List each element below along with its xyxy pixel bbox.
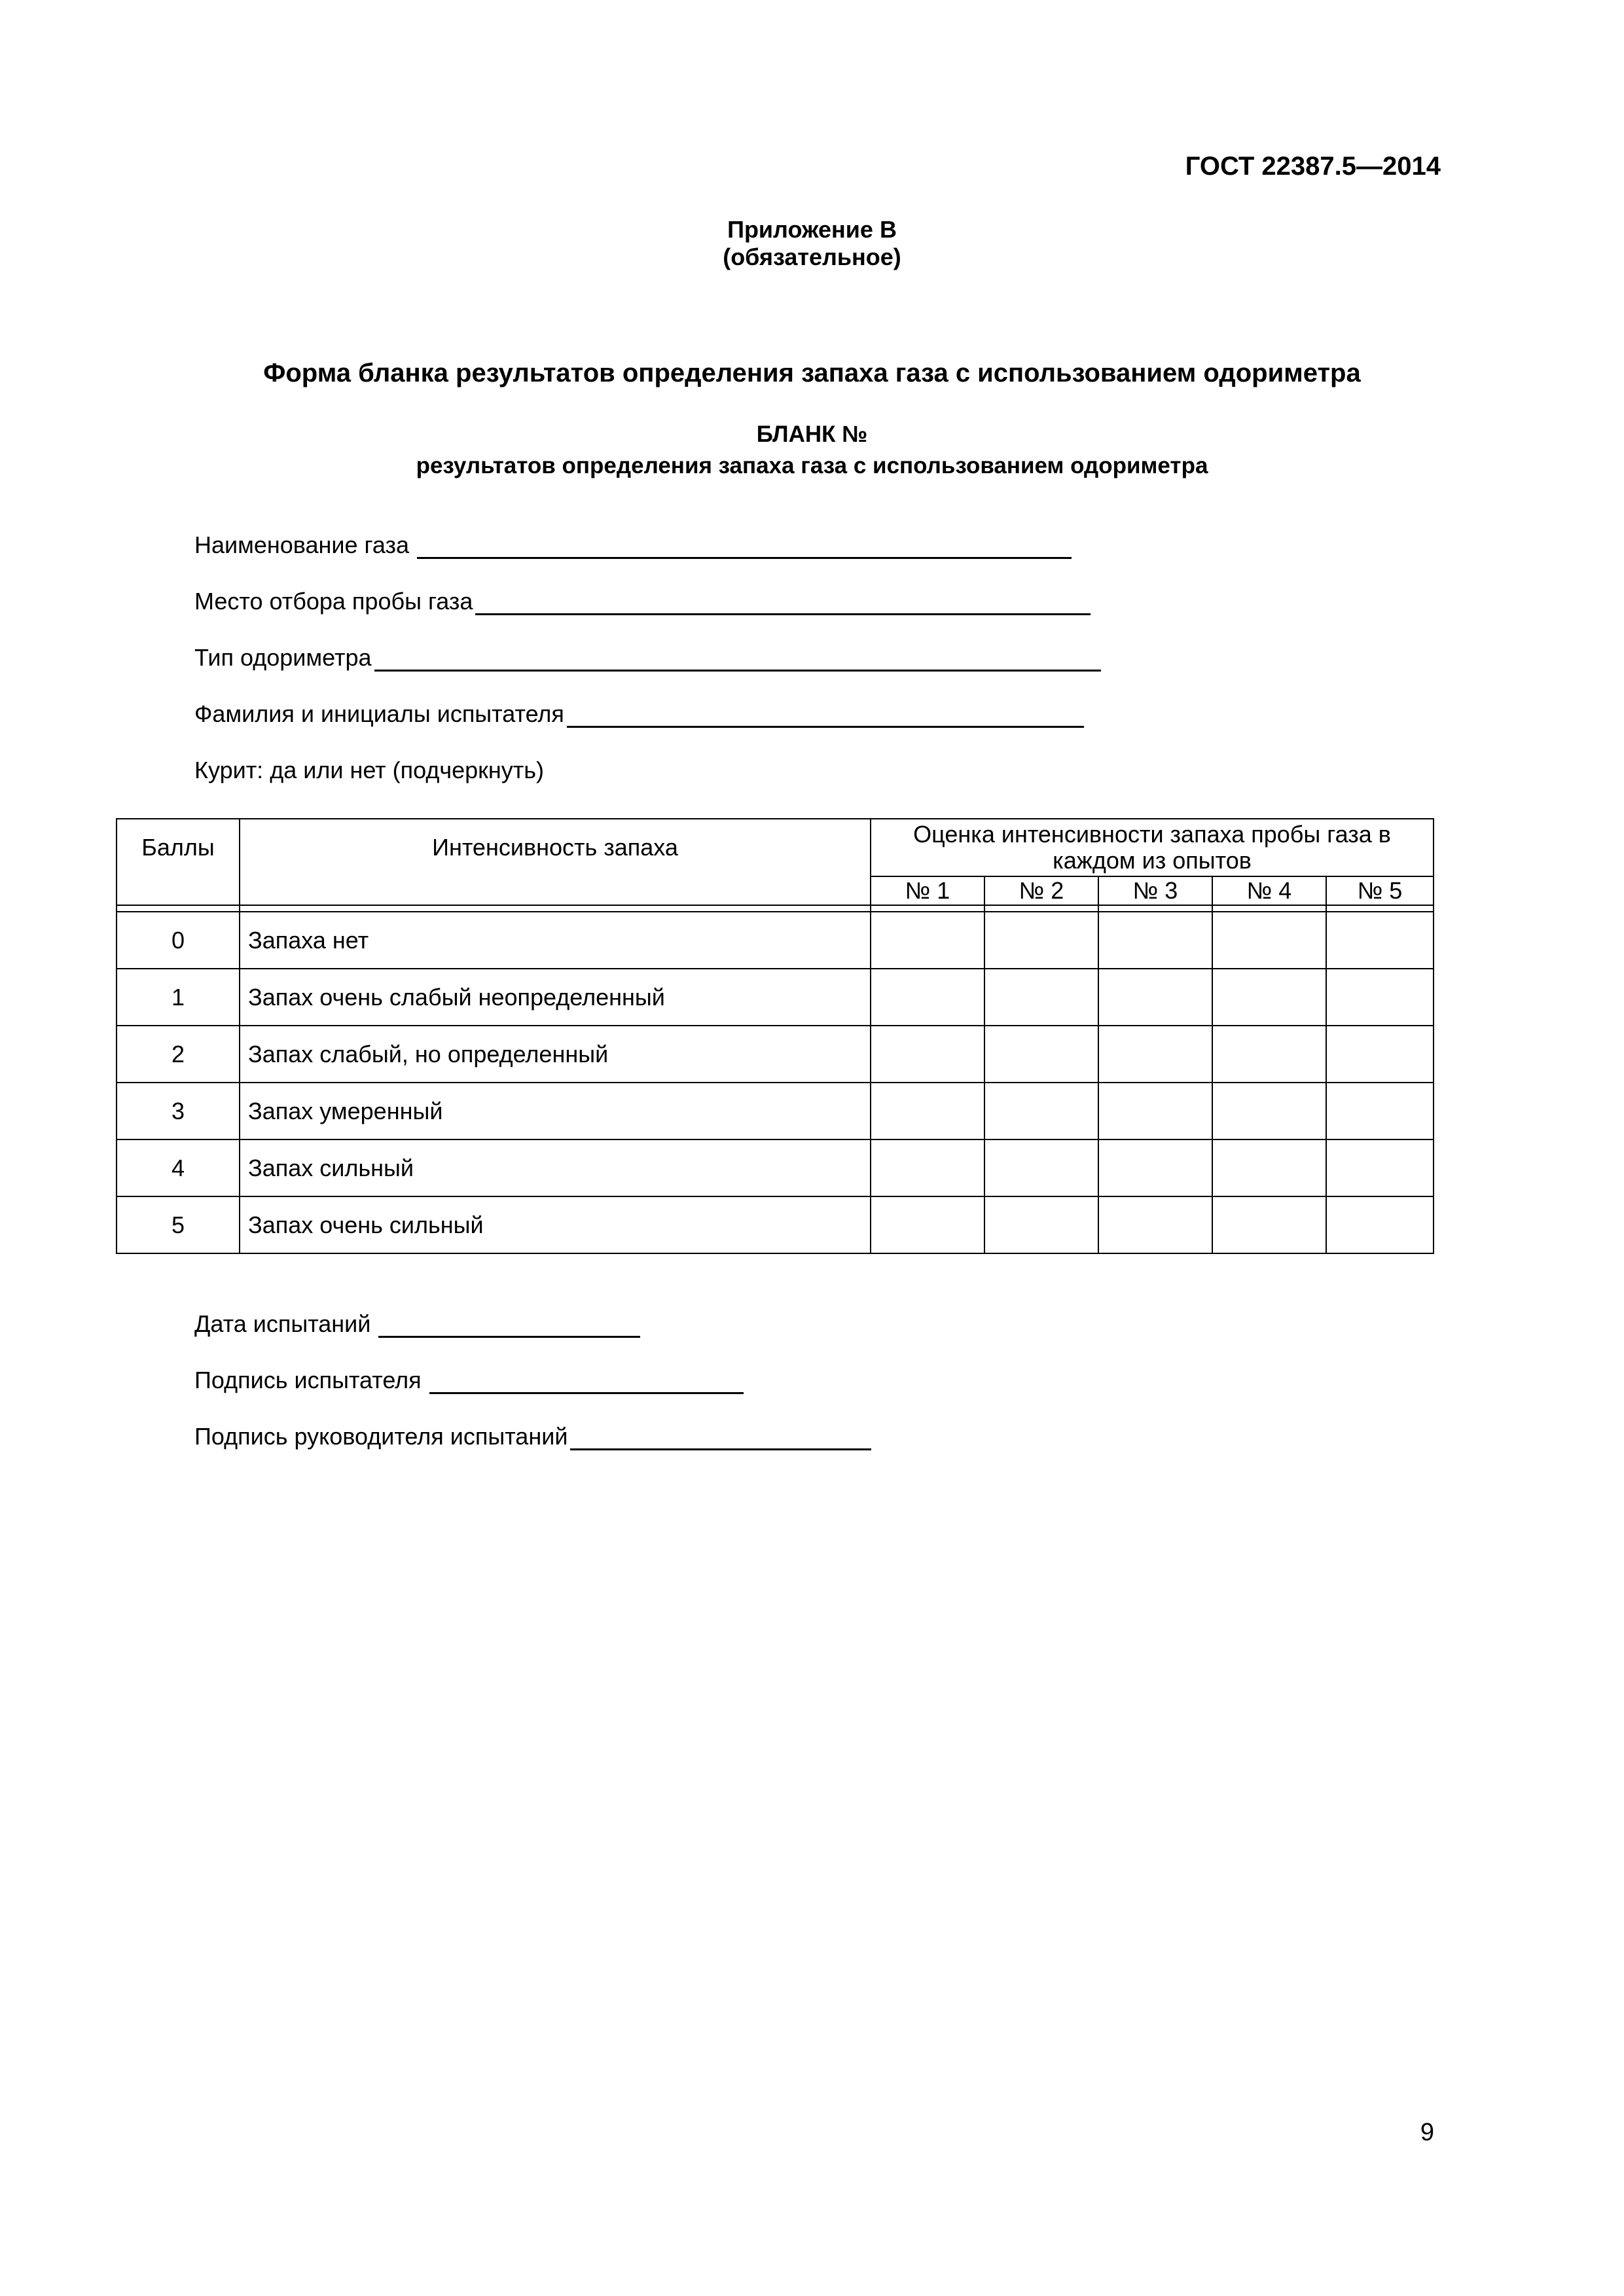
header-trial-2: № 2 bbox=[984, 876, 1098, 905]
table-row bbox=[117, 969, 1434, 1026]
trial-cell[interactable] bbox=[1326, 1026, 1434, 1083]
tester-name-label: Фамилия и инициалы испытателя bbox=[194, 700, 564, 727]
odorimeter-type-field bbox=[194, 644, 1101, 672]
intensity-cell: Запаха нет bbox=[240, 912, 871, 969]
supervisor-signature-label: Подпись руководителя испытаний bbox=[194, 1423, 568, 1450]
table-row bbox=[117, 1083, 1434, 1139]
trial-cell[interactable] bbox=[984, 969, 1098, 1026]
trial-cell[interactable] bbox=[1098, 912, 1212, 969]
trial-cell[interactable] bbox=[1212, 1026, 1326, 1083]
odorimeter-type-label: Тип одориметра bbox=[194, 644, 372, 671]
gas-name-input-line[interactable] bbox=[417, 532, 1072, 559]
blank-title: БЛАНК № bbox=[756, 422, 868, 447]
score-cell: 4 bbox=[117, 1139, 240, 1196]
tester-signature-input-line[interactable] bbox=[429, 1367, 744, 1394]
intensity-cell: Запах сильный bbox=[240, 1139, 871, 1196]
supervisor-signature-field bbox=[194, 1423, 871, 1450]
gas-name-label: Наименование газа bbox=[194, 531, 410, 558]
trial-cell[interactable] bbox=[1326, 1196, 1434, 1253]
trial-cell[interactable] bbox=[1212, 969, 1326, 1026]
intensity-cell: Запах умеренный bbox=[240, 1083, 871, 1139]
tester-name-input-line[interactable] bbox=[567, 701, 1084, 728]
score-cell: 2 bbox=[117, 1026, 240, 1083]
trial-cell[interactable] bbox=[871, 969, 984, 1026]
trial-cell[interactable] bbox=[984, 1196, 1098, 1253]
trial-cell[interactable] bbox=[1098, 1196, 1212, 1253]
header-score: Баллы bbox=[117, 819, 240, 905]
trial-cell[interactable] bbox=[871, 1026, 984, 1083]
standard-number: ГОСТ 22387.5—2014 bbox=[1185, 152, 1441, 181]
sample-place-input-line[interactable] bbox=[475, 588, 1091, 615]
appendix-label: Приложение В bbox=[727, 216, 897, 243]
trial-cell[interactable] bbox=[871, 1139, 984, 1196]
trial-cell[interactable] bbox=[984, 912, 1098, 969]
score-cell: 3 bbox=[117, 1083, 240, 1139]
page-number: 9 bbox=[1420, 2119, 1434, 2146]
header-intensity: Интенсивность запаха bbox=[240, 819, 871, 905]
blank-heading bbox=[0, 419, 1624, 482]
supervisor-signature-input-line[interactable] bbox=[570, 1424, 871, 1450]
trial-cell[interactable] bbox=[984, 1083, 1098, 1139]
intensity-cell: Запах слабый, но определенный bbox=[240, 1026, 871, 1083]
score-cell: 1 bbox=[117, 969, 240, 1026]
trial-cell[interactable] bbox=[871, 1083, 984, 1139]
gas-name-field bbox=[194, 531, 1072, 559]
trial-cell[interactable] bbox=[1098, 1026, 1212, 1083]
trial-cell[interactable] bbox=[871, 912, 984, 969]
trial-cell[interactable] bbox=[1212, 912, 1326, 969]
table-row bbox=[117, 912, 1434, 969]
table-row bbox=[117, 1196, 1434, 1253]
tester-name-field bbox=[194, 700, 1084, 728]
odorimeter-type-input-line[interactable] bbox=[374, 645, 1101, 672]
table-row bbox=[117, 1139, 1434, 1196]
tester-signature-field bbox=[194, 1367, 744, 1394]
trial-cell[interactable] bbox=[984, 1026, 1098, 1083]
trial-cell[interactable] bbox=[1212, 1083, 1326, 1139]
smoker-field bbox=[194, 757, 544, 784]
header-trial-4: № 4 bbox=[1212, 876, 1326, 905]
header-separator-row bbox=[117, 905, 1434, 912]
test-date-field bbox=[194, 1310, 640, 1338]
trial-cell[interactable] bbox=[984, 1139, 1098, 1196]
trial-cell[interactable] bbox=[1326, 912, 1434, 969]
appendix-note: (обязательное) bbox=[723, 243, 901, 270]
trial-cell[interactable] bbox=[1098, 1083, 1212, 1139]
trial-cell[interactable] bbox=[1212, 1139, 1326, 1196]
score-cell: 5 bbox=[117, 1196, 240, 1253]
blank-subtitle: результатов определения запаха газа с использованием одориметра bbox=[416, 453, 1208, 478]
header-assessment: Оценка интенсивности запаха пробы газа в каждом из опытов bbox=[871, 819, 1434, 876]
header-trial-1: № 1 bbox=[871, 876, 984, 905]
test-date-label: Дата испытаний bbox=[194, 1310, 371, 1337]
trial-cell[interactable] bbox=[871, 1196, 984, 1253]
odor-assessment-table bbox=[116, 818, 1434, 1254]
header-trial-5: № 5 bbox=[1326, 876, 1434, 905]
appendix-heading bbox=[0, 216, 1624, 271]
header-trial-3: № 3 bbox=[1098, 876, 1212, 905]
intensity-cell: Запах очень слабый неопределенный bbox=[240, 969, 871, 1026]
sample-place-label: Место отбора пробы газа bbox=[194, 588, 473, 615]
trial-cell[interactable] bbox=[1098, 969, 1212, 1026]
trial-cell[interactable] bbox=[1326, 969, 1434, 1026]
table-row bbox=[117, 1026, 1434, 1083]
trial-cell[interactable] bbox=[1326, 1139, 1434, 1196]
form-title: Форма бланка результатов определения запаха газа с использованием одориметра bbox=[263, 359, 1361, 387]
trial-cell[interactable] bbox=[1212, 1196, 1326, 1253]
trial-cell[interactable] bbox=[1326, 1083, 1434, 1139]
sample-place-field bbox=[194, 588, 1091, 615]
smoker-label: Курит: да или нет (подчеркнуть) bbox=[194, 757, 545, 783]
test-date-input-line[interactable] bbox=[378, 1311, 640, 1338]
tester-signature-label: Подпись испытателя bbox=[194, 1367, 422, 1393]
trial-cell[interactable] bbox=[1098, 1139, 1212, 1196]
intensity-cell: Запах очень сильный bbox=[240, 1196, 871, 1253]
score-cell: 0 bbox=[117, 912, 240, 969]
